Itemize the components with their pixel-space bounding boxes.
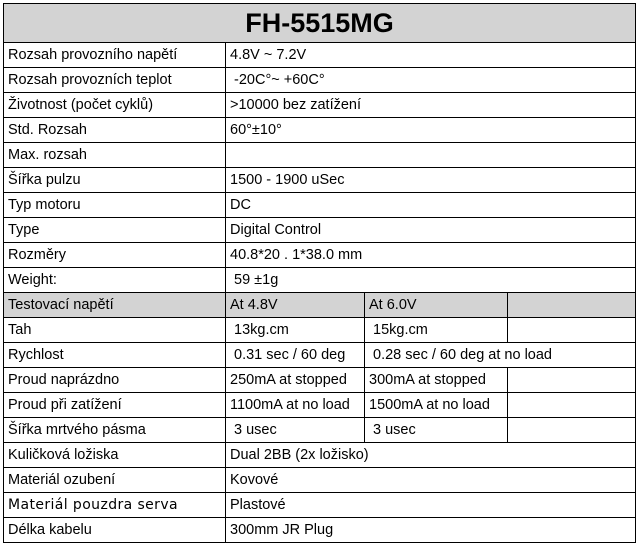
table-row — [4, 318, 636, 343]
table-row — [4, 368, 636, 393]
row-value: Digital Control — [226, 218, 636, 243]
table-row — [4, 193, 636, 218]
table-row — [4, 418, 636, 443]
table-row — [4, 43, 636, 68]
row-value: DC — [226, 193, 636, 218]
row-value: 4.8V ~ 7.2V — [226, 43, 636, 68]
table-row — [4, 443, 636, 468]
row-value: 59 ±1g — [226, 268, 636, 293]
row-label: Materiál pouzdra serva — [4, 493, 226, 518]
empty-cell — [508, 418, 636, 443]
row-label: Rychlost — [4, 343, 226, 368]
row-value — [226, 143, 636, 168]
table-row — [4, 118, 636, 143]
row-label: Délka kabelu — [4, 518, 226, 543]
row-label: Weight: — [4, 268, 226, 293]
table-row — [4, 268, 636, 293]
row-label: Proud při zatížení — [4, 393, 226, 418]
value-6-0v: 0.28 sec / 60 deg at no load — [365, 343, 636, 368]
row-value: Kovové — [226, 468, 636, 493]
row-label: Std. Rozsah — [4, 118, 226, 143]
value-6-0v: 3 usec — [365, 418, 508, 443]
spec-table — [3, 3, 636, 543]
empty-cell — [508, 368, 636, 393]
row-label: Rozměry — [4, 243, 226, 268]
empty-cell — [508, 318, 636, 343]
table-row — [4, 168, 636, 193]
row-label: Testovací napětí — [4, 293, 226, 318]
row-label: Proud naprázdno — [4, 368, 226, 393]
row-value: 40.8*20 . 1*38.0 mm — [226, 243, 636, 268]
row-value: Dual 2BB (2x ložisko) — [226, 443, 636, 468]
row-value: Plastové — [226, 493, 636, 518]
row-label: Rozsah provozního napětí — [4, 43, 226, 68]
row-value: 1500 - 1900 uSec — [226, 168, 636, 193]
row-label: Max. rozsah — [4, 143, 226, 168]
row-label: Kuličková ložiska — [4, 443, 226, 468]
table-row — [4, 468, 636, 493]
row-label: Rozsah provozních teplot — [4, 68, 226, 93]
row-label: Tah — [4, 318, 226, 343]
row-label: Šířka pulzu — [4, 168, 226, 193]
table-row — [4, 143, 636, 168]
table-row — [4, 518, 636, 543]
value-6-0v: 1500mA at no load — [365, 393, 508, 418]
table-title: FH-5515MG — [4, 4, 636, 43]
row-label: Materiál ozubení — [4, 468, 226, 493]
row-value: 300mm JR Plug — [226, 518, 636, 543]
row-label: Type — [4, 218, 226, 243]
table-row — [4, 393, 636, 418]
value-4-8v: 13kg.cm — [226, 318, 365, 343]
row-value: 60°±10° — [226, 118, 636, 143]
table-row — [4, 343, 636, 368]
value-4-8v: 3 usec — [226, 418, 365, 443]
value-6-0v: 15kg.cm — [365, 318, 508, 343]
table-row — [4, 93, 636, 118]
row-label: Životnost (počet cyklů) — [4, 93, 226, 118]
table-row — [4, 68, 636, 93]
value-4-8v: 0.31 sec / 60 deg — [226, 343, 365, 368]
row-label: Šířka mrtvého pásma — [4, 418, 226, 443]
table-row — [4, 493, 636, 518]
voltage-6-0v-header: At 6.0V — [365, 293, 508, 318]
value-4-8v: 1100mA at no load — [226, 393, 365, 418]
row-label: Typ motoru — [4, 193, 226, 218]
empty-cell — [508, 293, 636, 318]
table-row — [4, 218, 636, 243]
voltage-header-row — [4, 293, 636, 318]
row-value: -20C°~ +60C° — [226, 68, 636, 93]
title-row — [4, 4, 636, 43]
row-value: >10000 bez zatížení — [226, 93, 636, 118]
table-row — [4, 243, 636, 268]
voltage-4-8v-header: At 4.8V — [226, 293, 365, 318]
value-6-0v: 300mA at stopped — [365, 368, 508, 393]
empty-cell — [508, 393, 636, 418]
value-4-8v: 250mA at stopped — [226, 368, 365, 393]
